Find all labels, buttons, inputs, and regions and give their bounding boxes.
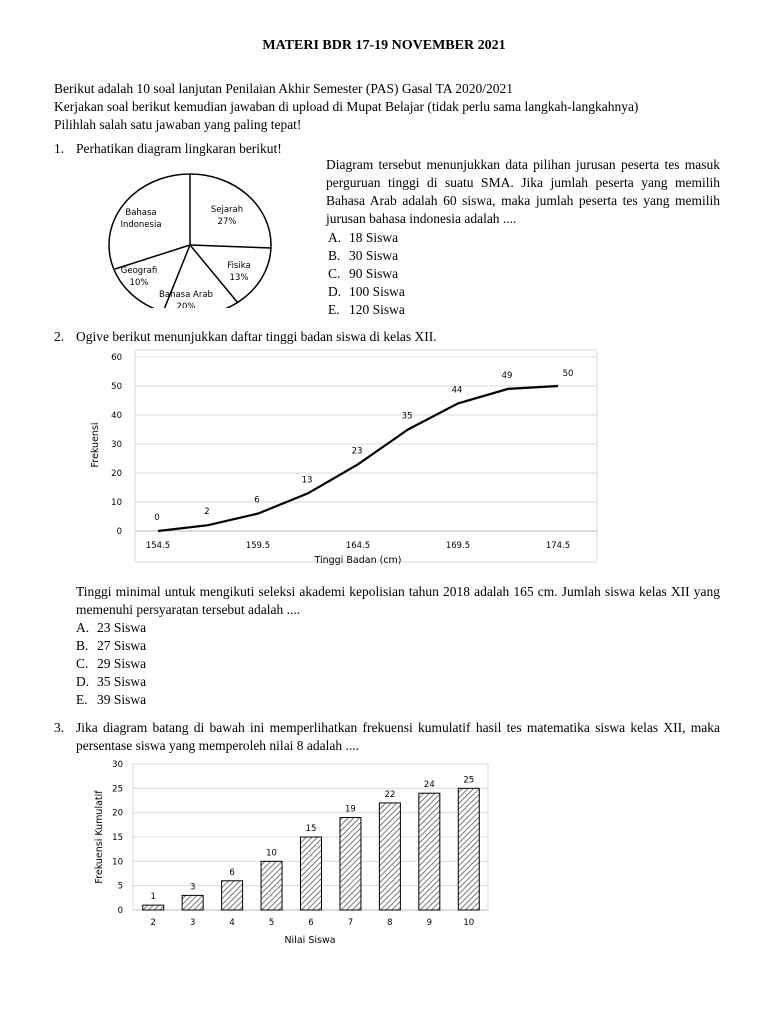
bar-y-tick-5: 25 xyxy=(112,784,123,795)
option-text: 120 Siswa xyxy=(349,302,405,317)
bar-y-tick-4: 20 xyxy=(112,808,123,819)
ogive-y-tick-labels xyxy=(111,353,122,537)
option-letter: C. xyxy=(76,656,89,671)
bar-data-label-2: 1 xyxy=(150,892,156,903)
ogive-data-label-0: 0 xyxy=(154,513,160,523)
q1-option-e[interactable] xyxy=(328,301,405,319)
ogive-x-tick-1: 159.5 xyxy=(245,541,271,551)
bar-x-tick-9: 9 xyxy=(426,918,433,928)
bar-x-tick-6: 6 xyxy=(308,918,314,928)
bar-y-tick-1: 5 xyxy=(117,881,123,892)
ogive-chart xyxy=(80,345,600,570)
bar-x-tick-2: 2 xyxy=(150,918,156,928)
bar-chart xyxy=(88,755,498,955)
bar-x-axis-label: Nilai Siswa xyxy=(284,935,336,946)
bar-x-tick-labels xyxy=(151,918,475,928)
bar-data-label-6: 15 xyxy=(305,824,317,834)
ogive-y-tick-0: 0 xyxy=(116,527,122,537)
ogive-y-tick-3: 30 xyxy=(111,440,122,450)
pie-value-3: 10% xyxy=(129,278,149,288)
q2-option-b[interactable] xyxy=(76,637,146,655)
option-text: 18 Siswa xyxy=(349,230,399,245)
ogive-data-label-8: 50 xyxy=(562,369,574,379)
ogive-x-axis-label: Tinggi Badan (cm) xyxy=(314,555,402,566)
q1-prompt: Perhatikan diagram lingkaran berikut! xyxy=(76,141,282,156)
intro-line-1: Berikut adalah 10 soal lanjutan Penilaian Akhir Semester (PAS) Gasal TA 2020/2021 xyxy=(54,81,513,96)
bar-x-tick-3: 3 xyxy=(189,918,196,928)
ogive-data-labels xyxy=(154,369,573,523)
ogive-data-label-5: 35 xyxy=(401,411,413,422)
option-text: 100 Siswa xyxy=(349,284,405,299)
bar-4 xyxy=(222,881,243,910)
bar-5 xyxy=(261,861,282,910)
bar-data-label-7: 19 xyxy=(345,804,356,815)
bar-data-label-3: 3 xyxy=(189,882,196,893)
bar-data-label-9: 24 xyxy=(423,780,435,791)
ogive-data-label-4: 23 xyxy=(351,446,363,457)
bar-2 xyxy=(143,905,164,910)
q1-option-a[interactable] xyxy=(328,229,405,247)
q1-option-d[interactable] xyxy=(328,283,405,301)
q1-option-b[interactable] xyxy=(328,247,405,265)
ogive-gridlines xyxy=(135,357,597,531)
q2-prompt: Ogive berikut menunjukkan daftar tinggi badan siswa di kelas XII. xyxy=(76,329,437,344)
bar-10 xyxy=(458,788,479,910)
pie-value-1: 13% xyxy=(229,273,249,283)
bar-6 xyxy=(301,837,322,910)
ogive-y-tick-4: 40 xyxy=(111,411,122,421)
option-text: 39 Siswa xyxy=(97,692,147,707)
q1-option-c[interactable] xyxy=(328,265,405,283)
ogive-y-axis-label: Frekuensi xyxy=(90,422,101,468)
bar-y-axis-label: Frekuensi Kumulatif xyxy=(94,790,105,884)
option-letter: D. xyxy=(328,284,342,299)
q3-number: 3. xyxy=(54,720,65,735)
q1-text: Diagram tersebut menunjukkan data pilihan jurusan peserta tes masuk perguruan tinggi di suatu SMA. Jika jumlah peserta yang memilih Bahasa Arab adalah 60 siswa, maka jumlah peserta tes yang memilih jurusan bahasa indonesia adalah .... xyxy=(326,157,720,226)
option-letter: A. xyxy=(328,230,342,245)
option-text: 29 Siswa xyxy=(97,656,147,671)
option-text: 23 Siswa xyxy=(97,620,147,635)
bar-data-label-8: 22 xyxy=(384,789,396,800)
q2-options xyxy=(76,619,146,709)
q2-text: Tinggi minimal untuk mengikuti seleksi akademi kepolisian tahun 2018 adalah 165 cm. Jumlah siswa kelas XII yang memenuhi persyaratan tersebut adalah .... xyxy=(76,584,720,617)
intro-line-3: Pilihlah salah satu jawaban yang paling tepat! xyxy=(54,117,302,132)
ogive-x-tick-2: 164.5 xyxy=(345,541,371,551)
page-title: MATERI BDR 17-19 NOVEMBER 2021 xyxy=(262,38,506,53)
q2-number: 2. xyxy=(54,329,65,344)
q2-option-c[interactable] xyxy=(76,655,146,673)
ogive-x-tick-labels xyxy=(146,541,570,551)
pie-value-2: 20% xyxy=(176,302,196,308)
bar-7 xyxy=(340,818,361,910)
option-letter: C. xyxy=(328,266,341,281)
bar-y-tick-0: 0 xyxy=(117,906,123,916)
pie-label-1: Fisika xyxy=(227,261,251,271)
bar-x-tick-5: 5 xyxy=(268,918,275,928)
bar-9 xyxy=(419,793,440,910)
bar-data-label-10: 25 xyxy=(463,775,475,786)
pie-value-0: 27% xyxy=(217,217,237,227)
ogive-y-tick-1: 10 xyxy=(111,498,122,508)
intro-line-2: Kerjakan soal berikut kemudian jawaban di upload di Mupat Belajar (tidak perlu sama langkah-langkahnya) xyxy=(54,99,639,114)
bar-8 xyxy=(379,803,400,910)
ogive-data-label-1: 2 xyxy=(204,507,210,518)
pie-label-0: Sejarah xyxy=(210,205,244,215)
option-text: 30 Siswa xyxy=(349,248,399,263)
option-letter: B. xyxy=(328,248,341,263)
q2-option-a[interactable] xyxy=(76,619,146,637)
q2-option-d[interactable] xyxy=(76,673,146,691)
pie-label-2: Bahasa Arab xyxy=(159,290,213,300)
bar-x-tick-10: 10 xyxy=(463,918,475,928)
bar-x-tick-4: 4 xyxy=(229,918,235,928)
ogive-data-label-2: 6 xyxy=(254,495,260,506)
ogive-x-tick-0: 154.5 xyxy=(145,541,171,551)
q1-options xyxy=(328,229,405,319)
ogive-y-tick-6: 60 xyxy=(111,353,122,363)
option-letter: B. xyxy=(76,638,89,653)
ogive-series-line xyxy=(158,386,558,531)
ogive-data-label-6: 44 xyxy=(451,385,463,396)
bar-x-tick-8: 8 xyxy=(387,918,393,928)
bar-data-label-5: 10 xyxy=(266,848,277,859)
pie-value-4: Indonesia xyxy=(120,220,162,230)
bar-y-tick-6: 30 xyxy=(112,760,123,770)
ogive-x-tick-3: 169.5 xyxy=(445,541,471,551)
ogive-data-label-3: 13 xyxy=(301,475,313,486)
pie-chart xyxy=(105,166,277,308)
ogive-y-tick-2: 20 xyxy=(111,469,122,479)
bar-3 xyxy=(182,895,203,910)
bar-x-tick-7: 7 xyxy=(347,918,354,928)
ogive-y-tick-5: 50 xyxy=(111,382,122,392)
bar-y-tick-3: 15 xyxy=(112,833,123,843)
option-letter: E. xyxy=(328,302,340,317)
option-letter: E. xyxy=(76,692,88,707)
bar-data-label-4: 6 xyxy=(229,867,235,878)
bar-y-tick-labels xyxy=(112,760,123,916)
option-letter: A. xyxy=(76,620,90,635)
option-letter: D. xyxy=(76,674,90,689)
q2-option-e[interactable] xyxy=(76,691,146,709)
ogive-frame xyxy=(135,350,597,562)
ogive-data-label-7: 49 xyxy=(501,370,513,381)
option-text: 35 Siswa xyxy=(97,674,147,689)
option-text: 27 Siswa xyxy=(97,638,147,653)
option-text: 90 Siswa xyxy=(349,266,399,281)
q3-text: Jika diagram batang di bawah ini memperlihatkan frekuensi kumulatif hasil tes matematika siswa kelas XII, maka persentase siswa yang memperoleh nilai 8 adalah .... xyxy=(76,720,720,753)
ogive-x-tick-4: 174.5 xyxy=(545,541,571,551)
bar-y-tick-2: 10 xyxy=(112,857,123,868)
pie-label-4: Bahasa xyxy=(125,208,157,218)
pie-label-3: Geografi xyxy=(120,266,158,276)
q1-number: 1. xyxy=(54,141,65,156)
